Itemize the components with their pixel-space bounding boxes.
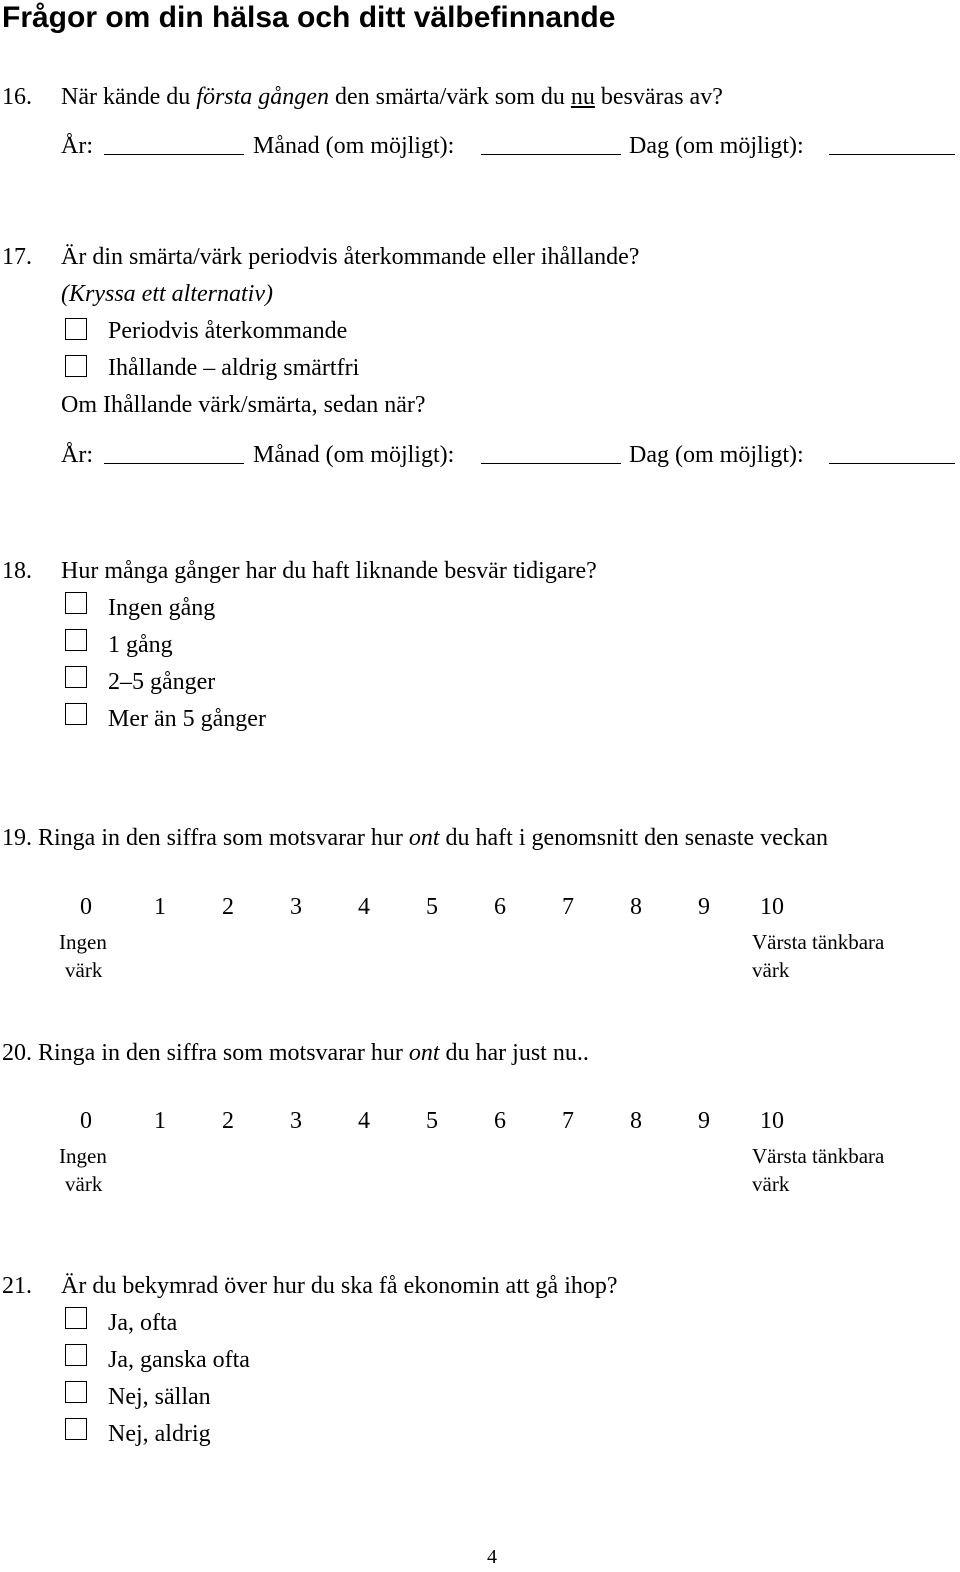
q21-option-3-checkbox[interactable] [65, 1381, 87, 1403]
q19-low-label-line1: Ingen [59, 930, 107, 954]
q19-scale-9[interactable]: 9 [698, 894, 710, 920]
q16-text-b: den smärta/värk som du [328, 84, 571, 110]
q16-year-label: År: [61, 133, 93, 159]
q17-option-1-checkbox[interactable] [65, 318, 87, 340]
q20-scale-8[interactable]: 8 [630, 1108, 642, 1134]
q20-scale-1[interactable]: 1 [154, 1108, 166, 1134]
q19-scale-6[interactable]: 6 [494, 894, 506, 920]
q21-option-4-checkbox[interactable] [65, 1418, 87, 1440]
q20-scale-9[interactable]: 9 [698, 1108, 710, 1134]
q18-option-4-checkbox[interactable] [65, 703, 87, 725]
q19-text-b: du haft i genomsnitt den senaste veckan [439, 825, 829, 851]
q20-scale-5[interactable]: 5 [426, 1108, 438, 1134]
q20-scale-0[interactable]: 0 [80, 1108, 92, 1134]
q20-question [2, 1041, 589, 1065]
q16-text-c: besväras av? [594, 84, 723, 110]
q19-high-label-line2: värk [752, 958, 790, 982]
q17-month-label: Månad (om möjligt): [253, 442, 455, 468]
q17-option-1-label: Periodvis återkommande [108, 318, 348, 344]
q18-option-3-label: 2–5 gånger [108, 669, 216, 695]
q17-number: 17. [2, 244, 32, 270]
q18-option-1-label: Ingen gång [108, 595, 216, 621]
q18-question: Hur många gånger har du haft liknande besvär tidigare? [61, 558, 597, 584]
q19-low-label-line2: värk [65, 958, 103, 982]
q16-text-a: När kände du [61, 84, 197, 110]
q16-day-label: Dag (om möjligt): [629, 133, 804, 159]
q21-question: Är du bekymrad över hur du ska få ekonomin att gå ihop? [61, 1273, 618, 1299]
q16-year-field[interactable] [104, 154, 244, 155]
q17-option-2-checkbox[interactable] [65, 355, 87, 377]
q20-low-label-line2: värk [65, 1172, 103, 1196]
q19-text-emph: ont [408, 825, 440, 851]
q18-option-3-checkbox[interactable] [65, 666, 87, 688]
q16-number: 16. [2, 84, 32, 110]
q17-option-2-label: Ihållande – aldrig smärtfri [108, 355, 360, 381]
q20-low-label-line1: Ingen [59, 1144, 107, 1168]
q18-option-4-label: Mer än 5 gånger [108, 706, 266, 732]
page-number: 4 [487, 1546, 497, 1568]
q17-year-field[interactable] [104, 463, 244, 464]
q19-high-label-line1: Värsta tänkbara [752, 930, 885, 954]
q19-scale-4[interactable]: 4 [358, 894, 370, 920]
q20-text-a: 20. Ringa in den siffra som motsvarar hur [2, 1040, 409, 1066]
q19-scale-5[interactable]: 5 [426, 894, 438, 920]
q19-scale-7[interactable]: 7 [562, 894, 574, 920]
q17-month-field[interactable] [481, 463, 621, 464]
q19-scale-1[interactable]: 1 [154, 894, 166, 920]
q16-day-field[interactable] [829, 154, 955, 155]
q17-instruction: (Kryssa ett alternativ) [61, 281, 273, 307]
q18-option-2-checkbox[interactable] [65, 629, 87, 651]
q21-option-2-label: Ja, ganska ofta [108, 1347, 250, 1373]
q19-text-a: 19. Ringa in den siffra som motsvarar hur [2, 825, 409, 851]
q19-scale-2[interactable]: 2 [222, 894, 234, 920]
q21-option-1-label: Ja, ofta [108, 1310, 178, 1336]
q20-scale-2[interactable]: 2 [222, 1108, 234, 1134]
page-title: Frågor om din hälsa och ditt välbefinnande [2, 1, 616, 34]
q16-month-field[interactable] [481, 154, 621, 155]
q17-followup: Om Ihållande värk/smärta, sedan när? [61, 392, 426, 418]
q21-option-2-checkbox[interactable] [65, 1344, 87, 1366]
q20-scale-6[interactable]: 6 [494, 1108, 506, 1134]
q18-number: 18. [2, 558, 32, 584]
q21-option-3-label: Nej, sällan [108, 1384, 211, 1410]
q20-scale-4[interactable]: 4 [358, 1108, 370, 1134]
q18-option-1-checkbox[interactable] [65, 592, 87, 614]
q20-high-label-line2: värk [752, 1172, 790, 1196]
q16-text-underlined: nu [570, 84, 595, 110]
q20-scale-3[interactable]: 3 [290, 1108, 302, 1134]
q17-question: Är din smärta/värk periodvis återkommande eller ihållande? [61, 244, 640, 270]
q19-question [2, 826, 828, 850]
q20-scale-10[interactable]: 10 [760, 1108, 784, 1134]
q16-month-label: Månad (om möjligt): [253, 133, 455, 159]
q17-day-field[interactable] [829, 463, 955, 464]
q19-scale-0[interactable]: 0 [80, 894, 92, 920]
q20-text-emph: ont [408, 1040, 440, 1066]
q19-scale-3[interactable]: 3 [290, 894, 302, 920]
q20-high-label-line1: Värsta tänkbara [752, 1144, 885, 1168]
q21-number: 21. [2, 1273, 32, 1299]
q17-day-label: Dag (om möjligt): [629, 442, 804, 468]
q19-scale-8[interactable]: 8 [630, 894, 642, 920]
q21-option-1-checkbox[interactable] [65, 1307, 87, 1329]
q17-year-label: År: [61, 442, 93, 468]
q18-option-2-label: 1 gång [108, 632, 173, 658]
q21-option-4-label: Nej, aldrig [108, 1421, 211, 1447]
q20-scale-7[interactable]: 7 [562, 1108, 574, 1134]
q16-text-emph: första gången [196, 84, 329, 110]
q20-text-b: du har just nu.. [439, 1040, 589, 1066]
q16-question [61, 85, 723, 109]
q19-scale-10[interactable]: 10 [760, 894, 784, 920]
